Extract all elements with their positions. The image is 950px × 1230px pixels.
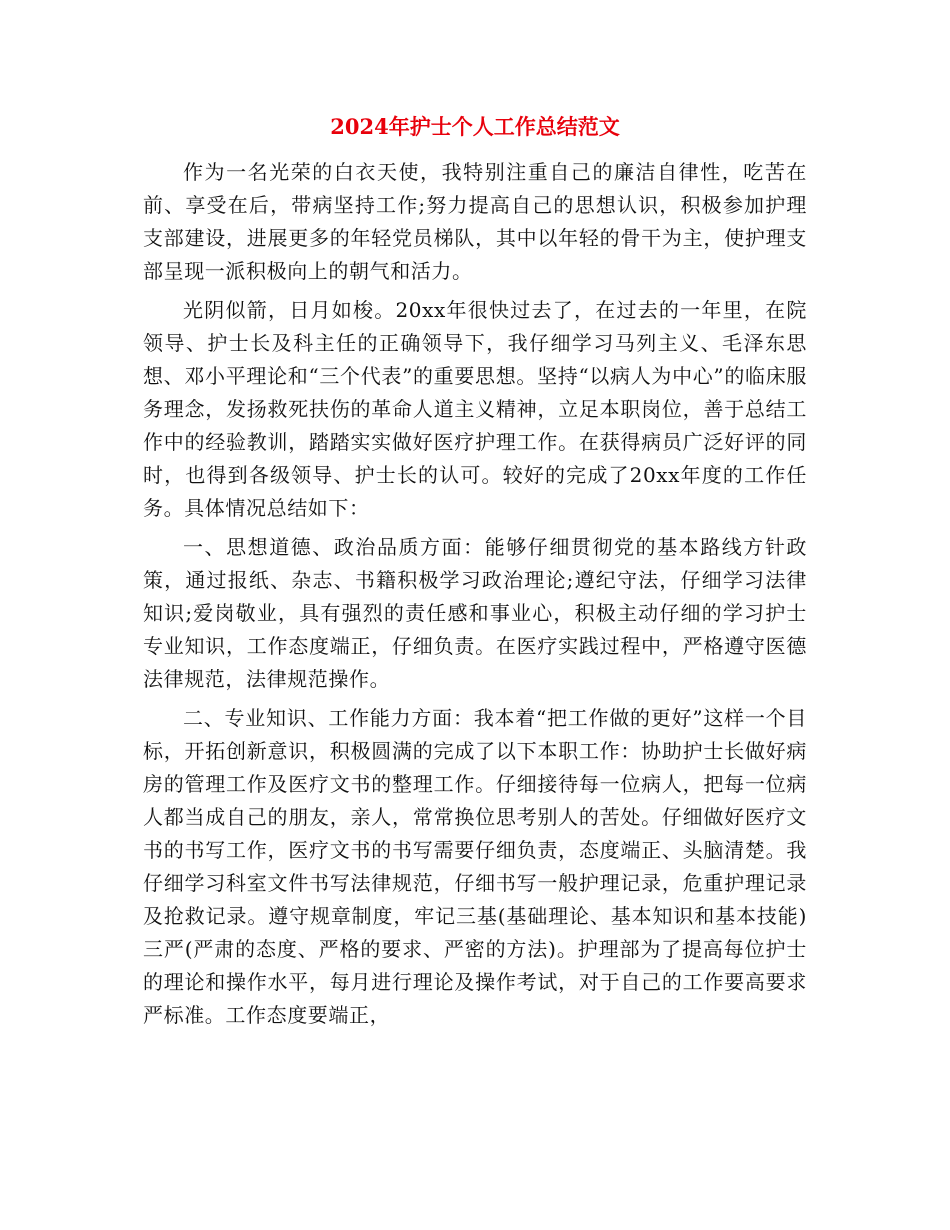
paragraph-3: 一、思想道德、政治品质方面：能够仔细贯彻党的基本路线方针政策，通过报纸、杂志、书籍积极学习政治理论;遵纪守法，仔细学习法律知识;爱岗敬业，具有强烈的责任感和事业心，积极主动仔细的学习护士专业知识，工作态度端正，仔细负责。在医疗实践过程中，严格遵守医德法律规范，法律规范操作。 [143, 535, 808, 691]
document-body [143, 156, 807, 1038]
paragraph-2: 光阴似箭，日月如梭。20xx年很快过去了，在过去的一年里，在院领导、护士长及科主任的正确领导下，我仔细学习马列主义、毛泽东思想、邓小平理论和“三个代表”的重要思想。坚持“以病人为中心”的临床服务理念，发扬救死扶伤的革命人道主义精神，立足本职岗位，善于总结工作中的经验教训，踏踏实实做好医疗护理工作。在获得病员广泛好评的同时，也得到各级领导、护士长的认可。较好的完成了20xx年度的工作任务。具体情况总结如下： [143, 298, 807, 520]
paragraph-1: 作为一名光荣的白衣天使，我特别注重自己的廉洁自律性，吃苦在前、享受在后，带病坚持工作;努力提高自己的思想认识，积极参加护理支部建设，进展更多的年轻党员梯队，其中以年轻的骨干为主，使护理支部呈现一派积极向上的朝气和活力。 [143, 160, 807, 283]
paragraph-4: 二、专业知识、工作能力方面：我本着“把工作做的更好”这样一个目标，开拓创新意识，积极圆满的完成了以下本职工作：协助护士长做好病房的管理工作及医疗文书的整理工作。仔细接待每一位病人，把每一位病人都当成自己的朋友，亲人，常常换位思考别人的苦处。仔细做好医疗文书的书写工作，医疗文书的书写需要仔细负责，态度端正、头脑清楚。我仔细学习科室文件书写法律规范，仔细书写一般护理记录，危重护理记录及抢救记录。遵守规章制度，牢记三基(基础理论、基本知识和基本技能)三严(严肃的态度、严格的要求、严密的方法)。护理部为了提高每位护士的理论和操作水平，每月进行理论及操作考试，对于自己的工作要高要求严标准。工作态度要端正， [143, 706, 807, 1027]
document-title: 2024年护士个人工作总结范文 [330, 114, 620, 139]
